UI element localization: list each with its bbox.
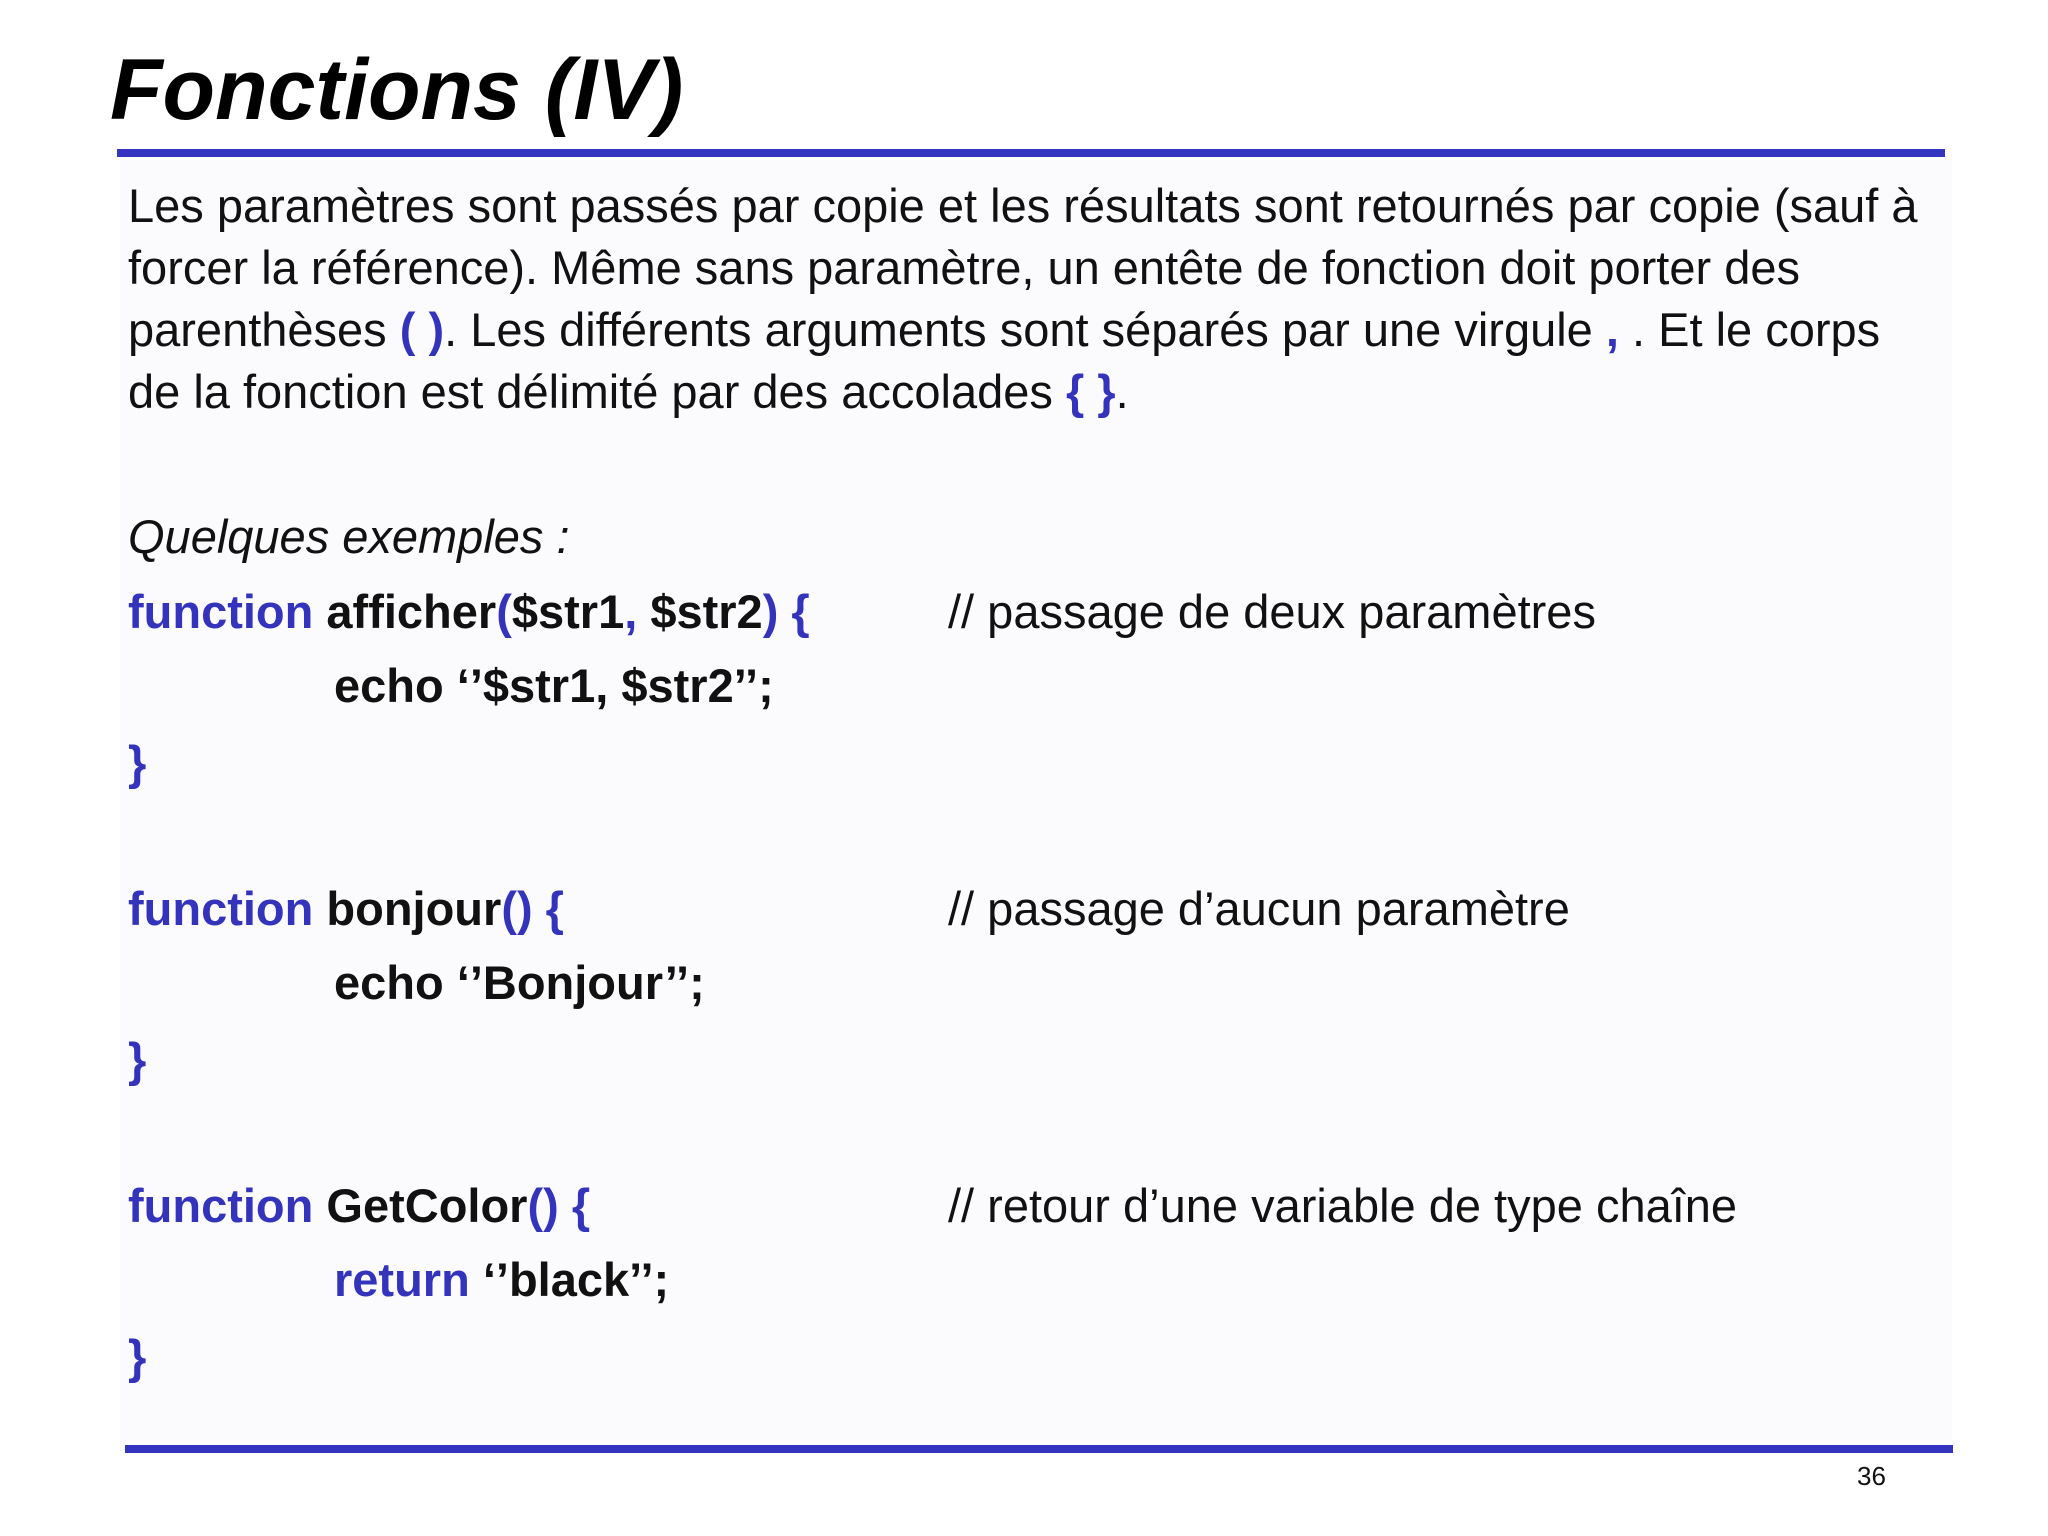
example-1-comma: , [624, 585, 638, 638]
example-1-comment: // passage de deux paramètres [948, 585, 1596, 638]
example-1-open-paren: ( [496, 585, 512, 638]
title-underline [117, 149, 1945, 157]
example-1-closing-brace-text: } [128, 736, 147, 789]
example-2-keyword: function [128, 882, 314, 935]
page-number: 36 [1857, 1461, 1886, 1491]
footer-rule [125, 1445, 1953, 1453]
intro-text-1: Les paramètres sont passés par copie et les résultats sont retournés par copie (sauf à forcer la référence). Même sans paramètre, un entête de fonction doit porter des parenthèses [128, 179, 1918, 356]
example-2-body: echo ‘’Bonjour’’; [334, 956, 705, 1009]
example-2-function-name: bonjour [326, 882, 502, 935]
example-1-signature [128, 581, 810, 643]
example-1-body: echo ‘’$str1, $str2’’; [334, 659, 774, 712]
example-3-keyword: function [128, 1179, 314, 1232]
example-2-signature [128, 878, 564, 940]
intro-paragraph [128, 175, 1918, 423]
example-1-function-name: afficher [326, 585, 497, 638]
example-3-signature [128, 1175, 590, 1237]
intro-comma: , [1605, 303, 1619, 356]
intro-text-3: . Et le corps de la fonction est délimité par des accolades [128, 303, 1881, 418]
example-2-signature-end: () { [501, 882, 564, 935]
example-1-keyword: function [128, 585, 314, 638]
example-3-signature-end: () { [527, 1179, 591, 1232]
example-3-function-name: GetColor [326, 1179, 528, 1232]
example-3-return-keyword: return [334, 1253, 470, 1306]
example-1-param-1: $str1 [511, 585, 625, 638]
examples-label: Quelques exemples : [128, 510, 570, 563]
example-2-closing-brace [128, 1029, 146, 1091]
example-2-closing-brace-text: } [128, 1033, 147, 1086]
example-2-comment: // passage d’aucun paramètre [948, 882, 1570, 935]
example-3-closing-brace-text: } [128, 1330, 147, 1383]
intro-parentheses: ( ) [399, 303, 445, 356]
intro-braces: { } [1065, 365, 1116, 418]
example-3-body [334, 1249, 669, 1311]
intro-text-2: . Les différents arguments sont séparés par une virgule [444, 303, 1606, 356]
intro-text-4: . [1115, 365, 1129, 418]
example-1-closing-brace [128, 732, 146, 794]
example-3-closing-brace [128, 1326, 146, 1388]
example-1-param-2: $str2 [637, 585, 763, 638]
example-3-return-value: ‘’black’’; [469, 1253, 670, 1306]
slide-title: Fonctions (IV) [110, 42, 684, 138]
example-3-comment: // retour d’une variable de type chaîne [948, 1179, 1738, 1232]
example-1-signature-end: ) { [762, 585, 810, 638]
